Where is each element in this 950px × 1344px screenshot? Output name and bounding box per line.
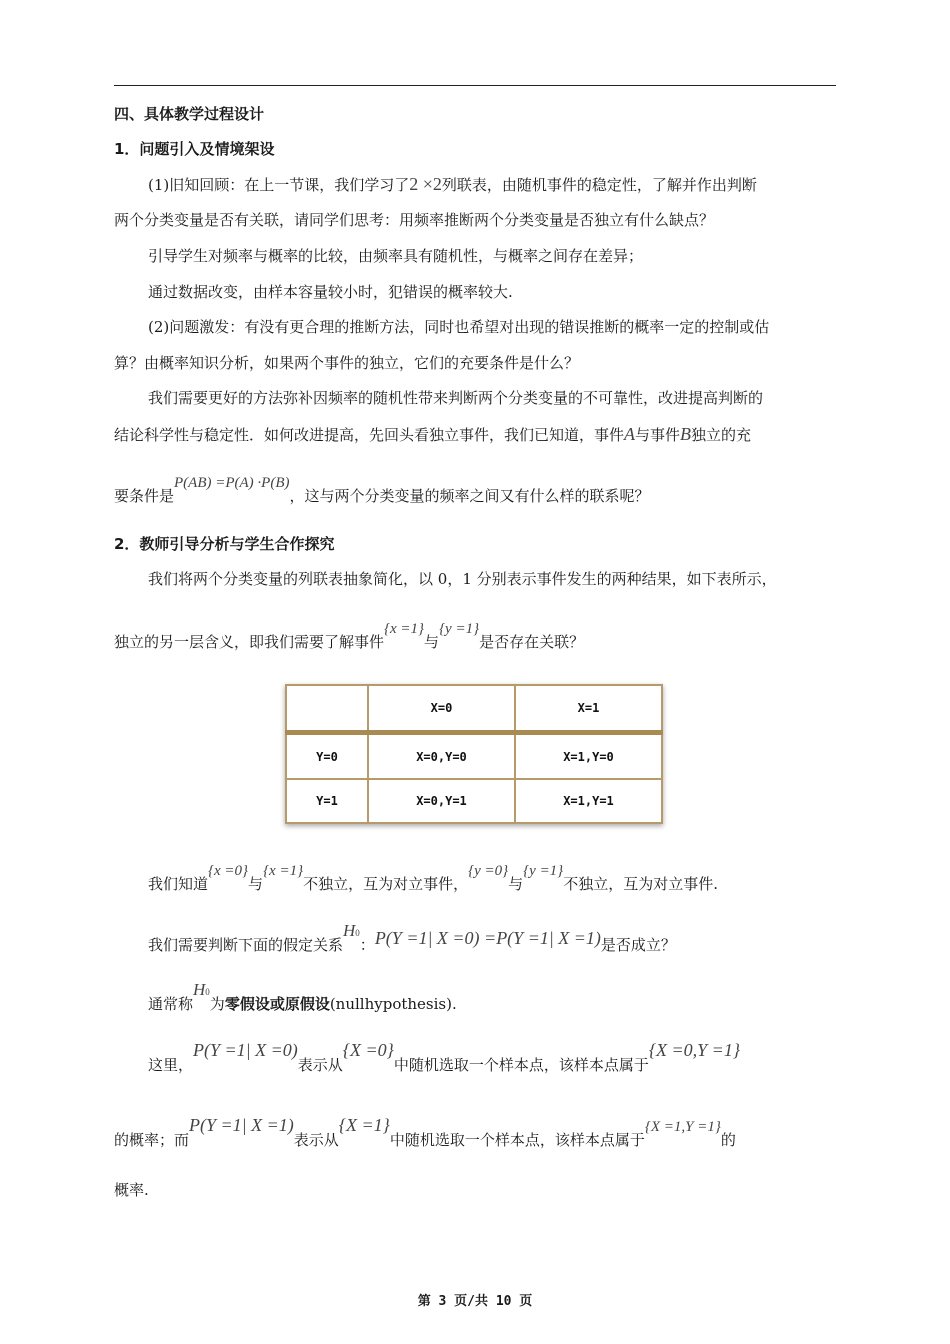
- math-independence: P(AB) =P(A) ·P(B): [174, 475, 290, 491]
- paragraph-4-line-1: (2)问题激发：有没有更合理的推断方法，同时也希望对出现的错误推断的概率一定的控制或估: [148, 318, 770, 336]
- paragraph-8: 我们需要判断下面的假定关系H0：P(Y =1| X =0) =P(Y =1| X =1)是否成立？: [148, 921, 676, 954]
- paragraph-6-line-2: 独立的另一层含义，即我们需要了解事件{x =1}与{y =1}是否存在关联？: [114, 621, 585, 651]
- table-cell: [286, 685, 368, 732]
- paragraph-4-line-2: 算？由概率知识分析，如果两个事件的独立，它们的充要条件是什么？: [114, 354, 580, 372]
- table-header-row: [286, 685, 662, 732]
- table-cell: Y=0: [286, 732, 368, 779]
- table-row: [286, 732, 662, 779]
- paragraph-5-line-3: 要条件是P(AB) =P(A) ·P(B)，这与两个分类变量的频率之间又有什么样的联系呢？: [114, 475, 650, 505]
- paragraph-2: 引导学生对频率与概率的比较，由频率具有随机性，与概率之间存在差异；: [148, 247, 644, 265]
- paragraph-11: 的概率；而P(Y =1| X =1)表示从{X =1}中随机选取一个样本点，该样本点属于{X =1,Y =1}的: [114, 1115, 736, 1149]
- term-null-hypothesis: 零假设或原假设: [224, 995, 330, 1013]
- table-cell: X=1: [515, 685, 662, 732]
- paragraph-1-line-1: (1)旧知回顾：在上一节课，我们学习了2 ×2列联表，由随机事件的稳定性，了解并作出判断: [148, 174, 757, 194]
- heading-1: 1．问题引入及情境架设: [114, 140, 275, 158]
- table-cell: X=1,Y=1: [515, 779, 662, 823]
- paragraph-1-line-2: 两个分类变量是否有关联，请同学们思考：用频率推断两个分类变量是否独立有什么缺点？: [114, 211, 715, 229]
- table-cell: X=0,Y=0: [368, 732, 515, 779]
- table-cell: X=0: [368, 685, 515, 732]
- paragraph-10: 这里，P(Y =1| X =0)表示从{X =0}中随机选取一个样本点，该样本点属于{X =0,Y =1}: [148, 1040, 741, 1074]
- paragraph-3: 通过数据改变，由样本容量较小时，犯错误的概率较大.: [148, 283, 513, 301]
- table-row: [286, 779, 662, 823]
- heading-2: 2．教师引导分析与学生合作探究: [114, 535, 335, 553]
- section-title: 四、具体教学过程设计: [114, 105, 265, 123]
- table-cell: X=0,Y=1: [368, 779, 515, 823]
- math-null-hypothesis: P(Y =1| X =0) =P(Y =1| X =1): [374, 928, 601, 948]
- paragraph-7: 我们知道{x =0}与{x =1}不独立，互为对立事件，{y =0}与{y =1}不独立，互为对立事件.: [148, 863, 718, 893]
- page-footer: 第 3 页/共 10 页: [417, 1294, 533, 1309]
- table-cell: Y=1: [286, 779, 368, 823]
- contingency-table: [285, 684, 663, 824]
- paragraph-5-line-2: 结论科学性与稳定性．如何改进提高，先回头看独立事件，我们已知道，事件A与事件B独立的充: [114, 424, 752, 444]
- header-rule: [114, 85, 836, 86]
- paragraph-5-line-1: 我们需要更好的方法弥补因频率的随机性带来判断两个分类变量的不可靠性，改进提高判断的: [148, 389, 764, 407]
- paragraph-6-line-1: 我们将两个分类变量的列联表抽象简化，以 0，1 分别表示事件发生的两种结果，如下表所示，: [148, 570, 777, 588]
- math-2x2: 2 ×2: [409, 174, 442, 194]
- table-cell: X=1,Y=0: [515, 732, 662, 779]
- paragraph-9: 通常称H0为零假设或原假设(nullhypothesis).: [148, 980, 457, 1013]
- paragraph-12: 概率.: [114, 1181, 149, 1199]
